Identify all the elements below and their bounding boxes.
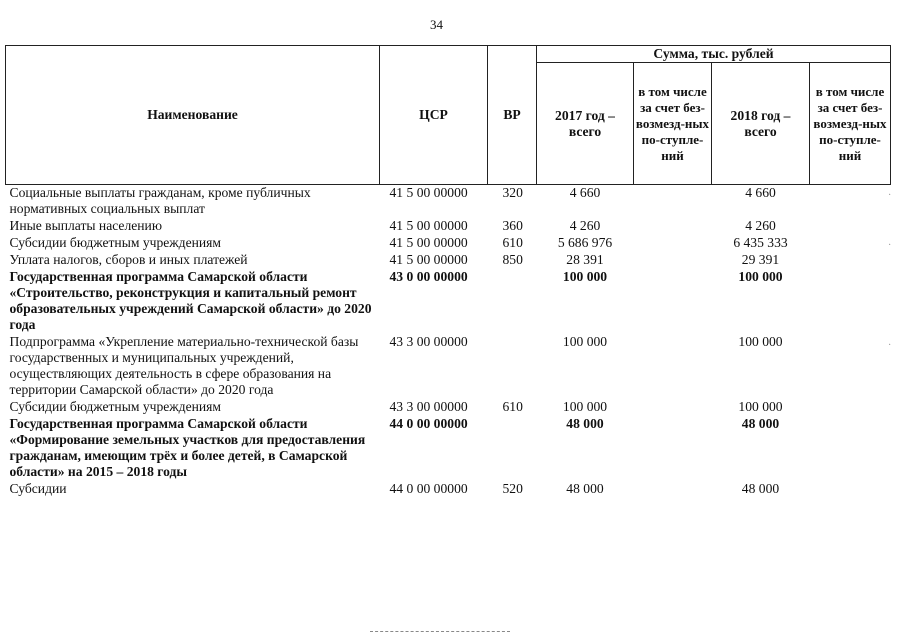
row-2017-noncash (634, 416, 712, 481)
budget-table (5, 45, 891, 498)
row-2018-noncash (810, 269, 891, 334)
row-2018-total: 48 000 (741, 481, 780, 496)
row-2018-noncash (810, 252, 891, 269)
row-2018-total: 100 000 (738, 269, 783, 284)
header-sum-group: Сумма, тыс. рублей (537, 46, 891, 63)
table-header (6, 46, 891, 185)
row-vr (488, 334, 537, 399)
row-name: Государственная программа Самарской области «Строительство, реконструкция и капитальный ремонт образовательных учреждений Самарской области» до 2020 года (9, 269, 372, 332)
row-2017-total: 100 000 (562, 334, 608, 349)
row-2018-noncash (810, 399, 891, 416)
row-2018-total: 4 260 (745, 218, 776, 233)
row-2017-total: 4 660 (569, 185, 601, 200)
header-name: Наименование (6, 46, 380, 185)
row-2017-noncash (634, 252, 712, 269)
row-2018-noncash (810, 416, 891, 481)
row-2018-noncash (810, 185, 891, 219)
row-name: Уплата налогов, сборов и иных платежей (9, 252, 248, 267)
row-csr: 43 3 00 00000 (389, 334, 468, 349)
row-name: Субсидии бюджетным учреждениям (9, 399, 222, 414)
row-name: Государственная программа Самарской области «Формирование земельных участков для предоставления гражданам, имеющим трёх и более детей, в Самарской области» на 2015 – 2018 годы (9, 416, 366, 479)
header-year2-noncash: в том числе за счет без-возмезд-ных по-ступле-ний (810, 63, 891, 185)
row-vr (488, 269, 537, 334)
row-2018-noncash (810, 235, 891, 252)
row-2017-noncash (634, 399, 712, 416)
row-vr: 850 (502, 252, 523, 267)
row-2018-noncash (810, 218, 891, 235)
row-vr: 520 (502, 481, 523, 496)
row-vr: 610 (502, 235, 523, 250)
row-csr: 44 0 00 00000 (389, 416, 468, 431)
row-vr: 320 (502, 185, 523, 200)
row-2017-total: 100 000 (562, 399, 608, 414)
row-2017-total: 48 000 (566, 481, 604, 496)
scan-dot: · (888, 340, 892, 351)
table-row (6, 235, 891, 252)
table-row (6, 481, 891, 498)
table-row (6, 399, 891, 416)
row-2018-noncash (810, 334, 891, 399)
row-name: Иные выплаты населению (9, 218, 162, 233)
table-body (6, 185, 891, 499)
row-2017-noncash (634, 269, 712, 334)
row-2017-noncash (634, 235, 712, 252)
row-2017-total: 4 260 (569, 218, 601, 233)
row-2018-total: 4 660 (745, 185, 776, 200)
table-row (6, 416, 891, 481)
row-2017-total: 5 686 976 (557, 235, 613, 250)
table-row (6, 334, 891, 399)
page-number: 34 (430, 17, 443, 32)
row-name: Субсидии бюджетным учреждениям (9, 235, 222, 250)
row-vr (488, 416, 537, 481)
row-2017-noncash (634, 481, 712, 498)
row-csr: 43 3 00 00000 (389, 399, 468, 414)
scan-dot: · (888, 240, 892, 251)
header-vr: ВР (488, 46, 537, 185)
table-row (6, 185, 891, 219)
row-2017-noncash (634, 334, 712, 399)
row-2018-total: 48 000 (741, 416, 780, 431)
table-row (6, 218, 891, 235)
row-csr: 43 0 00 00000 (389, 269, 468, 284)
header-year1-total: 2017 год – всего (537, 63, 634, 185)
row-2018-total: 6 435 333 (733, 235, 788, 250)
table-row (6, 269, 891, 334)
row-2018-noncash (810, 481, 891, 498)
row-2017-total: 48 000 (566, 416, 604, 431)
row-csr: 41 5 00 00000 (389, 185, 468, 200)
row-2018-total: 100 000 (738, 334, 783, 349)
row-2018-total: 100 000 (738, 399, 783, 414)
header-year2-total: 2018 год – всего (712, 63, 810, 185)
row-2017-total: 28 391 (566, 252, 604, 267)
row-name: Субсидии (9, 481, 67, 496)
row-2017-total: 100 000 (562, 269, 608, 284)
row-csr: 44 0 00 00000 (389, 481, 468, 496)
row-2017-noncash (634, 185, 712, 219)
row-2018-total: 29 391 (741, 252, 780, 267)
row-vr: 360 (502, 218, 523, 233)
bottom-edge-line (370, 631, 510, 632)
header-csr: ЦСР (380, 46, 488, 185)
row-csr: 41 5 00 00000 (389, 218, 468, 233)
row-csr: 41 5 00 00000 (389, 235, 468, 250)
row-vr: 610 (502, 399, 523, 414)
row-name: Социальные выплаты гражданам, кроме публичных нормативных социальных выплат (9, 185, 311, 216)
row-2017-noncash (634, 218, 712, 235)
header-year1-noncash: в том числе за счет без-возмезд-ных по-ступле-ний (634, 63, 712, 185)
row-csr: 41 5 00 00000 (389, 252, 468, 267)
scan-dot: · (888, 190, 892, 201)
table-row (6, 252, 891, 269)
row-name: Подпрограмма «Укрепление материально-технической базы государственных и муниципальных учреждений, осуществляющих деятельность в сфере образования на территории Самарской области» до 2020 года (9, 334, 359, 397)
